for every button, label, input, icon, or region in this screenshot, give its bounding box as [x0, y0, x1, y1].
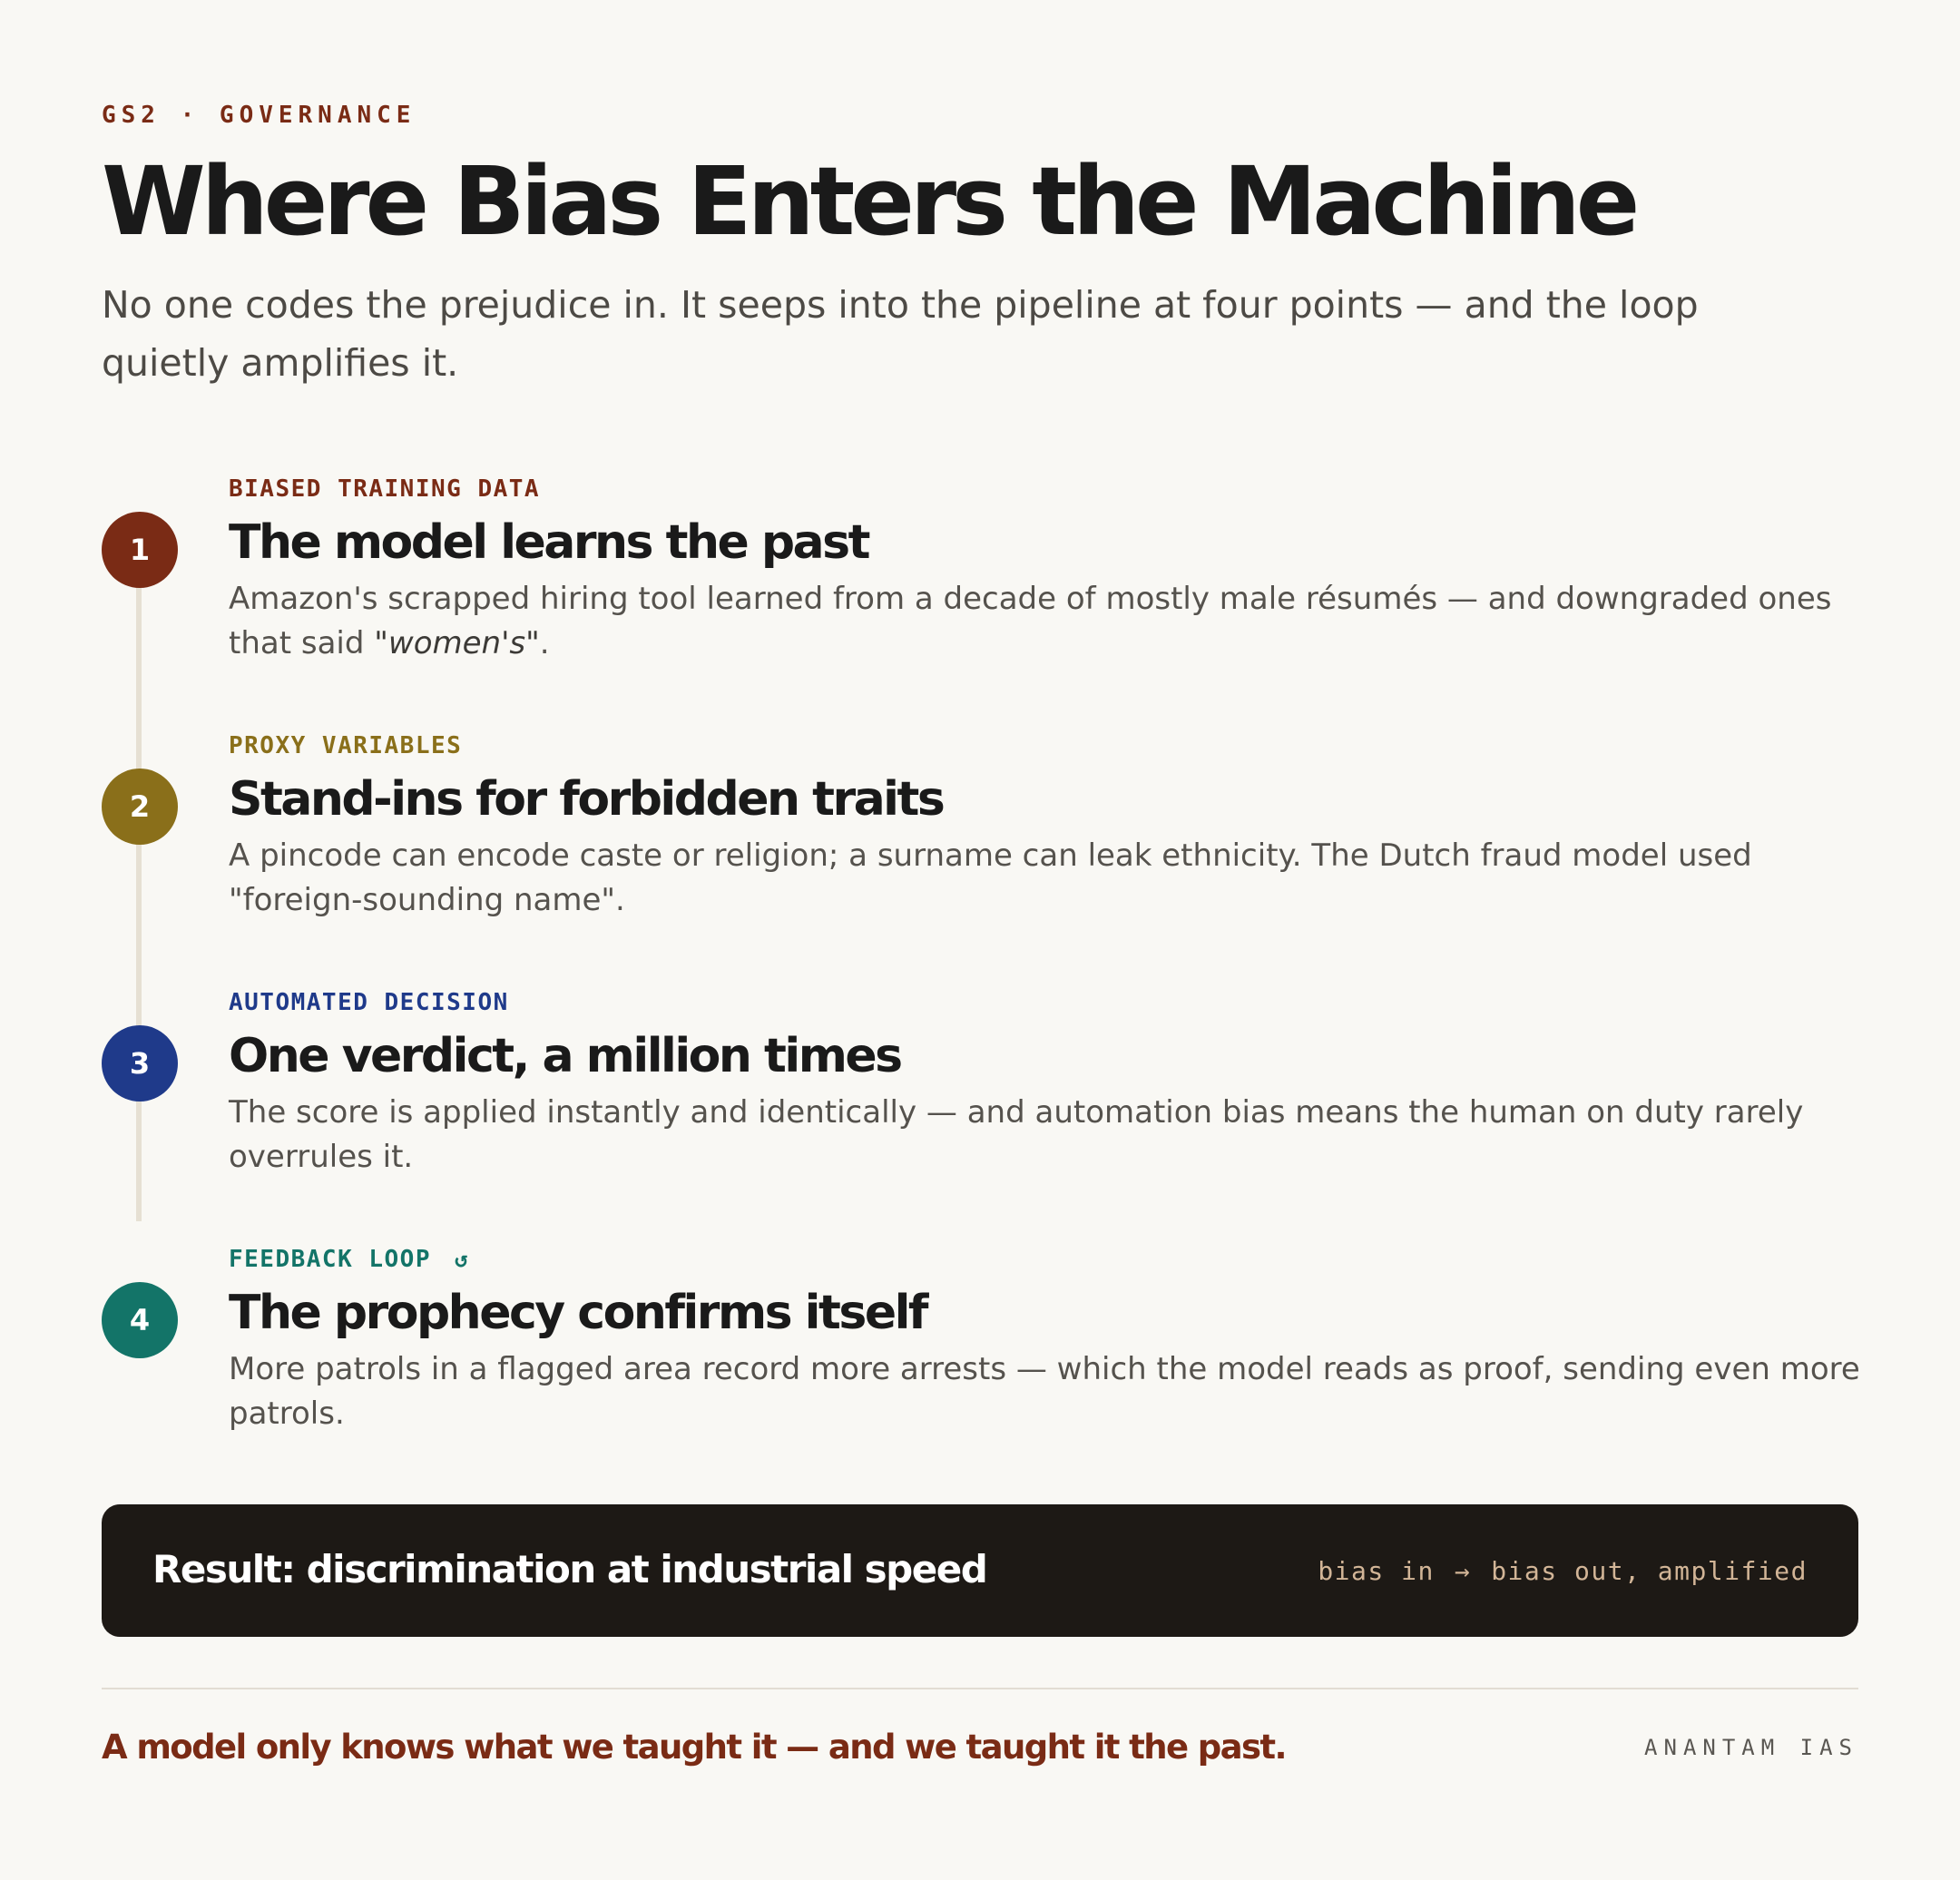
step-label-text: FEEDBACK LOOP [229, 1246, 431, 1273]
section-kicker: GS2 · GOVERNANCE [102, 102, 416, 129]
step-label: AUTOMATED DECISION [229, 989, 509, 1016]
step-description [229, 1091, 1953, 1180]
page-title: Where Bias Enters the Machine [102, 146, 1636, 257]
step-title: Stand-ins for forbidden traits [229, 772, 944, 827]
footer-divider [102, 1688, 1858, 1689]
loop-arrow-icon: ↺ [455, 1247, 469, 1272]
step-title: One verdict, a million times [229, 1029, 901, 1083]
step-description-line: A pincode can encode caste or religion; a surname can leak ethnicity. The Dutch fraud model used [229, 837, 1752, 874]
formula-output: bias out, amplified [1491, 1556, 1808, 1586]
step-description-line: patrols. [229, 1395, 345, 1432]
step-description-emphasis: "women's" [374, 625, 540, 661]
step-description [229, 834, 1953, 923]
result-banner [102, 1504, 1858, 1637]
footer-quote: A model only knows what we taught it — and we taught it the past. [102, 1728, 1286, 1767]
result-formula [1318, 1553, 1808, 1590]
step-description-line: More patrols in a flagged area record more arrests — which the model reads as proof, sending even more [229, 1351, 1860, 1387]
step-label: BIASED TRAINING DATA [229, 475, 541, 503]
step-number-badge: 2 [102, 769, 178, 845]
step-description [229, 1347, 1953, 1436]
step-label [229, 1246, 469, 1273]
step-description [229, 577, 1953, 666]
step-description-line [229, 622, 1953, 666]
step-biased-training-data [102, 475, 1858, 693]
result-text: Result: discrimination at industrial speed [152, 1547, 987, 1591]
brand-name: ANANTAM IAS [1644, 1735, 1858, 1760]
infographic-page [102, 0, 1858, 1880]
step-label: PROXY VARIABLES [229, 732, 463, 759]
step-number-badge: 4 [102, 1282, 178, 1358]
page-subtitle: No one codes the prejudice in. It seeps into the pipeline at four points — and the loop quietly amplifies it. [102, 283, 1699, 385]
step-number-badge: 3 [102, 1025, 178, 1102]
step-title: The model learns the past [229, 515, 868, 570]
step-description-line: overrules it. [229, 1139, 414, 1175]
step-description-line: "foreign-sounding name". [229, 882, 625, 918]
step-feedback-loop [102, 1246, 1858, 1464]
step-description-line: Amazon's scrapped hiring tool learned from a decade of mostly male résumés — and downgraded ones [229, 581, 1832, 617]
step-automated-decision [102, 989, 1858, 1207]
step-proxy-variables [102, 732, 1858, 950]
step-title: The prophecy confirms itself [229, 1286, 927, 1340]
step-description-suffix: . [539, 625, 550, 661]
step-number-badge: 1 [102, 512, 178, 588]
step-description-line: The score is applied instantly and identically — and automation bias means the human on duty rarely [229, 1094, 1804, 1131]
step-description-prefix: that said [229, 625, 375, 661]
formula-input: bias in [1318, 1556, 1435, 1586]
right-arrow-icon: → [1454, 1556, 1472, 1586]
